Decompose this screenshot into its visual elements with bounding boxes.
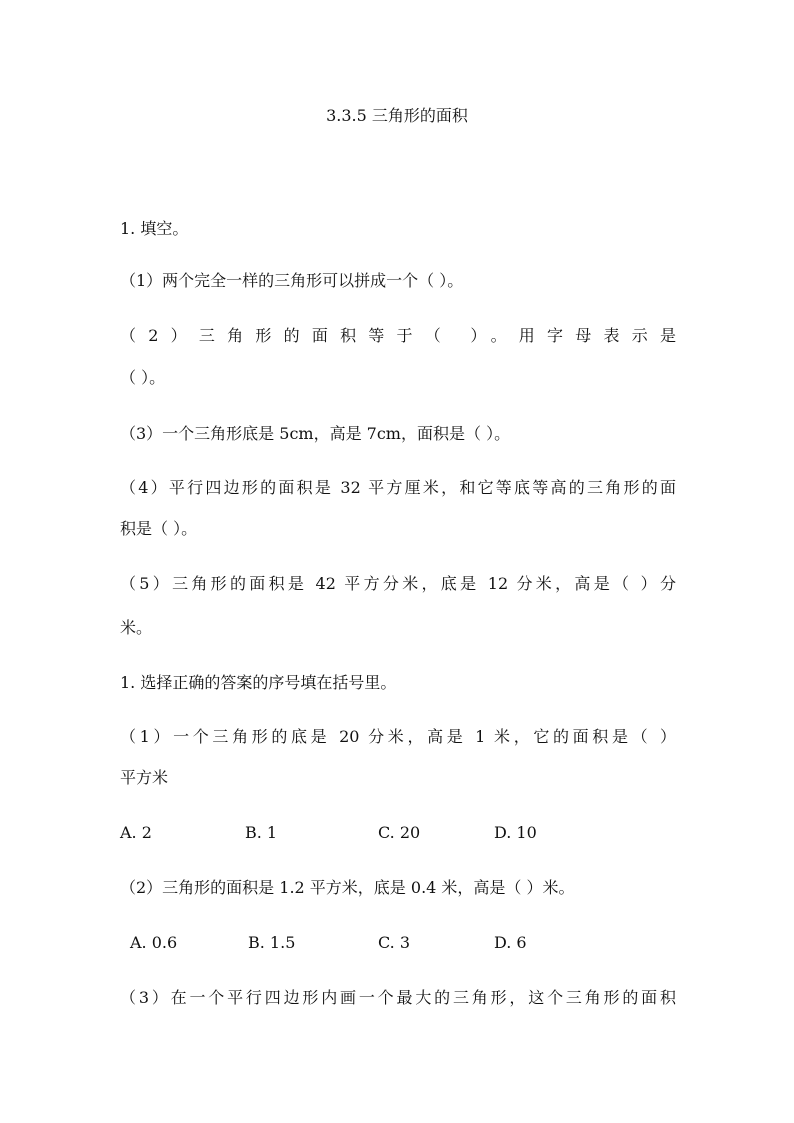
fill-question-2-line1: （2）三角形的面积等于（ ）。用字母表示是 xyxy=(120,326,676,345)
choice-1-option-b: B. 1 xyxy=(245,823,278,842)
fill-question-2-line2: （ ）。 xyxy=(120,368,166,387)
choice-question-2: （2）三角形的面积是 1.2 平方米，底是 0.4 米，高是（ ）米。 xyxy=(120,878,575,897)
choice-2-option-b: B. 1.5 xyxy=(248,933,296,952)
choice-1-option-c: C. 20 xyxy=(378,823,421,842)
fill-question-3: （3）一个三角形底是 5cm，高是 7cm，面积是（ ）。 xyxy=(120,424,511,443)
fill-question-1: （1）两个完全一样的三角形可以拼成一个（ ）。 xyxy=(120,271,464,290)
choice-2-option-a: A. 0.6 xyxy=(130,933,178,952)
fill-question-5-line1: （5）三角形的面积是 42 平方分米，底是 12 分米，高是（ ）分 xyxy=(120,574,676,593)
page-title: 3.3.5 三角形的面积 xyxy=(326,106,468,125)
choice-2-option-c: C. 3 xyxy=(378,933,411,952)
choice-question-3-line1: （3）在一个平行四边形内画一个最大的三角形，这个三角形的面积 xyxy=(120,988,676,1007)
choice-question-1-line1: （1）一个三角形的底是 20 分米，高是 1 米，它的面积是（ ） xyxy=(120,727,676,746)
fill-question-4-line1: （4）平行四边形的面积是 32 平方厘米，和它等底等高的三角形的面 xyxy=(120,478,676,497)
fill-question-5-line2: 米。 xyxy=(120,618,153,637)
choice-1-option-a: A. 2 xyxy=(120,823,152,842)
choice-1-option-d: D. 10 xyxy=(494,823,537,842)
fill-question-4-line2: 积是（ ）。 xyxy=(120,519,198,538)
choice-question-1-line2: 平方米 xyxy=(120,768,169,787)
section1-heading: 1. 填空。 xyxy=(120,219,189,238)
section2-heading: 1. 选择正确的答案的序号填在括号里。 xyxy=(120,673,397,692)
choice-2-option-d: D. 6 xyxy=(494,933,527,952)
